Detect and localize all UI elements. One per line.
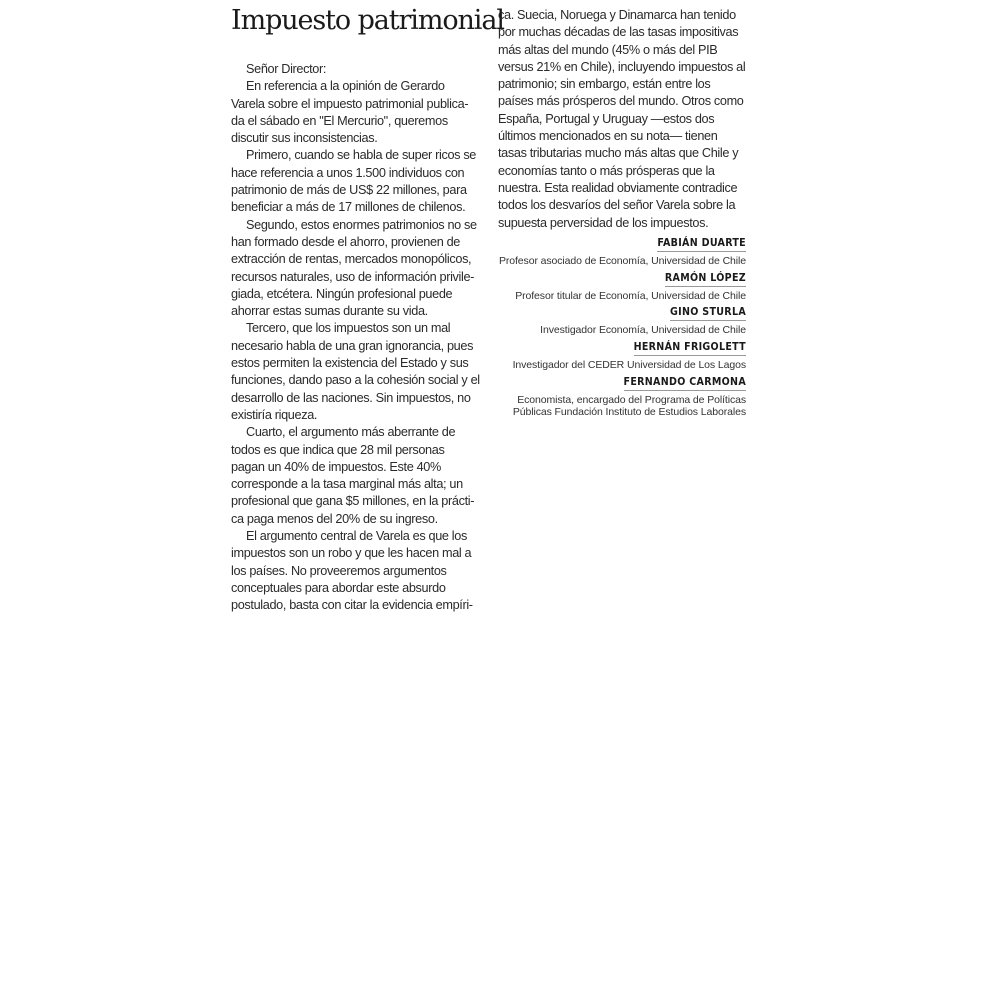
signature-block (498, 233, 746, 267)
signature-role-line: Economista, encargado del Programa de Políticas (517, 394, 746, 406)
text-line: da el sábado en "El Mercurio", queremos (231, 113, 448, 128)
signature-name: RAMÓN LÓPEZ (665, 272, 746, 287)
text-line: El argumento central de Varela es que los (246, 529, 467, 544)
text-line: Primero, cuando se habla de super ricos se (246, 148, 477, 163)
signature-name: FERNANDO CARMONA (624, 376, 746, 391)
signature-name: HERNÁN FRIGOLETT (634, 341, 746, 356)
text-line: patrimonio de más de US$ 22 millones, para (231, 183, 467, 198)
text-line: funciones, dando paso a la cohesión social y el (231, 373, 480, 388)
text-line: todos es que indica que 28 mil personas (231, 442, 445, 457)
text-line: discutir sus inconsistencias. (231, 131, 378, 146)
signature-block (498, 302, 746, 336)
text-line: países más prósperos del mundo. Otros como (498, 94, 744, 109)
text-line: necesario habla de una gran ignorancia, pues (231, 338, 474, 353)
signature-role (498, 359, 746, 371)
text-line: ca paga menos del 20% de su ingreso. (231, 511, 438, 526)
signature-role-line: Investigador Economía, Universidad de Chile (540, 324, 746, 336)
text-line: beneficiar a más de 17 millones de chilenos. (231, 200, 466, 215)
text-line: ahorrar estas sumas durante su vida. (231, 304, 428, 319)
text-line: Tercero, que los impuestos son un mal (246, 321, 451, 336)
article-title: Impuesto patrimonial (231, 5, 504, 36)
text-line: recursos naturales, uso de información privile- (231, 269, 475, 284)
text-line: Segundo, estos enormes patrimonios no se (246, 217, 477, 232)
letter-column-2 (498, 7, 746, 232)
text-line: hace referencia a unos 1.500 individuos con (231, 165, 465, 180)
signature-role-line: Investigador del CEDER Universidad de Los Lagos (512, 359, 746, 371)
signature-role-line: Públicas Fundación Instituto de Estudios Laborales (512, 406, 746, 418)
text-line: más altas del mundo (45% o más del PIB (498, 42, 718, 57)
text-line: versus 21% en Chile), incluyendo impuestos al (498, 59, 746, 74)
text-line: giada, etcétera. Ningún profesional puede (231, 286, 453, 301)
text-line: economías tanto o más prósperas que la (498, 163, 715, 178)
text-line: España, Portugal y Uruguay —estos dos (498, 111, 715, 126)
text-line: por muchas décadas de las tasas impositivas (498, 25, 739, 40)
text-line: últimos mencionados en su nota— tienen (498, 129, 718, 144)
signature-role-line: Profesor titular de Economía, Universidad de Chile (515, 290, 746, 302)
text-line: patrimonio; sin embargo, están entre los (498, 77, 711, 92)
text-line: nuestra. Esta realidad obviamente contradice (498, 180, 738, 195)
text-line: desarrollo de las naciones. Sin impuestos, no (231, 390, 471, 405)
signature-block (498, 268, 746, 302)
signature-name: GINO STURLA (670, 306, 746, 321)
letter-column-1 (231, 61, 478, 615)
text-line: tasas tributarias mucho más altas que Chile y (498, 146, 739, 161)
text-line: extracción de rentas, mercados monopólicos, (231, 252, 472, 267)
text-line: existiría riqueza. (231, 407, 318, 422)
signature-role (498, 255, 746, 267)
signature-role (498, 290, 746, 302)
signature-role (498, 394, 746, 418)
text-line: los países. No proveeremos argumentos (231, 563, 447, 578)
text-line: En referencia a la opinión de Gerardo (246, 79, 445, 94)
text-line: pagan un 40% de impuestos. Este 40% (231, 459, 441, 474)
text-line: corresponde a la tasa marginal más alta; un (231, 477, 463, 492)
signature-role-line: Profesor asociado de Economía, Universidad de Chile (498, 255, 746, 267)
signature-block (498, 372, 746, 418)
text-line: Varela sobre el impuesto patrimonial publica- (231, 96, 469, 111)
text-line: todos los desvaríos del señor Varela sobre la (498, 198, 736, 213)
salutation: Señor Director: (246, 62, 327, 76)
text-line: supuesta perversidad de los impuestos. (498, 215, 709, 230)
text-line: postulado, basta con citar la evidencia empíri- (231, 598, 473, 613)
text-line: ca. Suecia, Noruega y Dinamarca han tenido (498, 8, 736, 22)
text-line: conceptuales para abordar este absurdo (231, 580, 446, 595)
signature-name: FABIÁN DUARTE (657, 237, 746, 252)
text-line: estos permiten la existencia del Estado y sus (231, 356, 469, 371)
text-line: profesional que gana $5 millones, en la prácti- (231, 494, 475, 509)
signature-role (498, 324, 746, 336)
text-line: han formado desde el ahorro, provienen de (231, 234, 460, 249)
text-line: Cuarto, el argumento más aberrante de (246, 425, 456, 440)
signature-block (498, 337, 746, 371)
text-line: impuestos son un robo y que les hacen mal a (231, 546, 472, 561)
